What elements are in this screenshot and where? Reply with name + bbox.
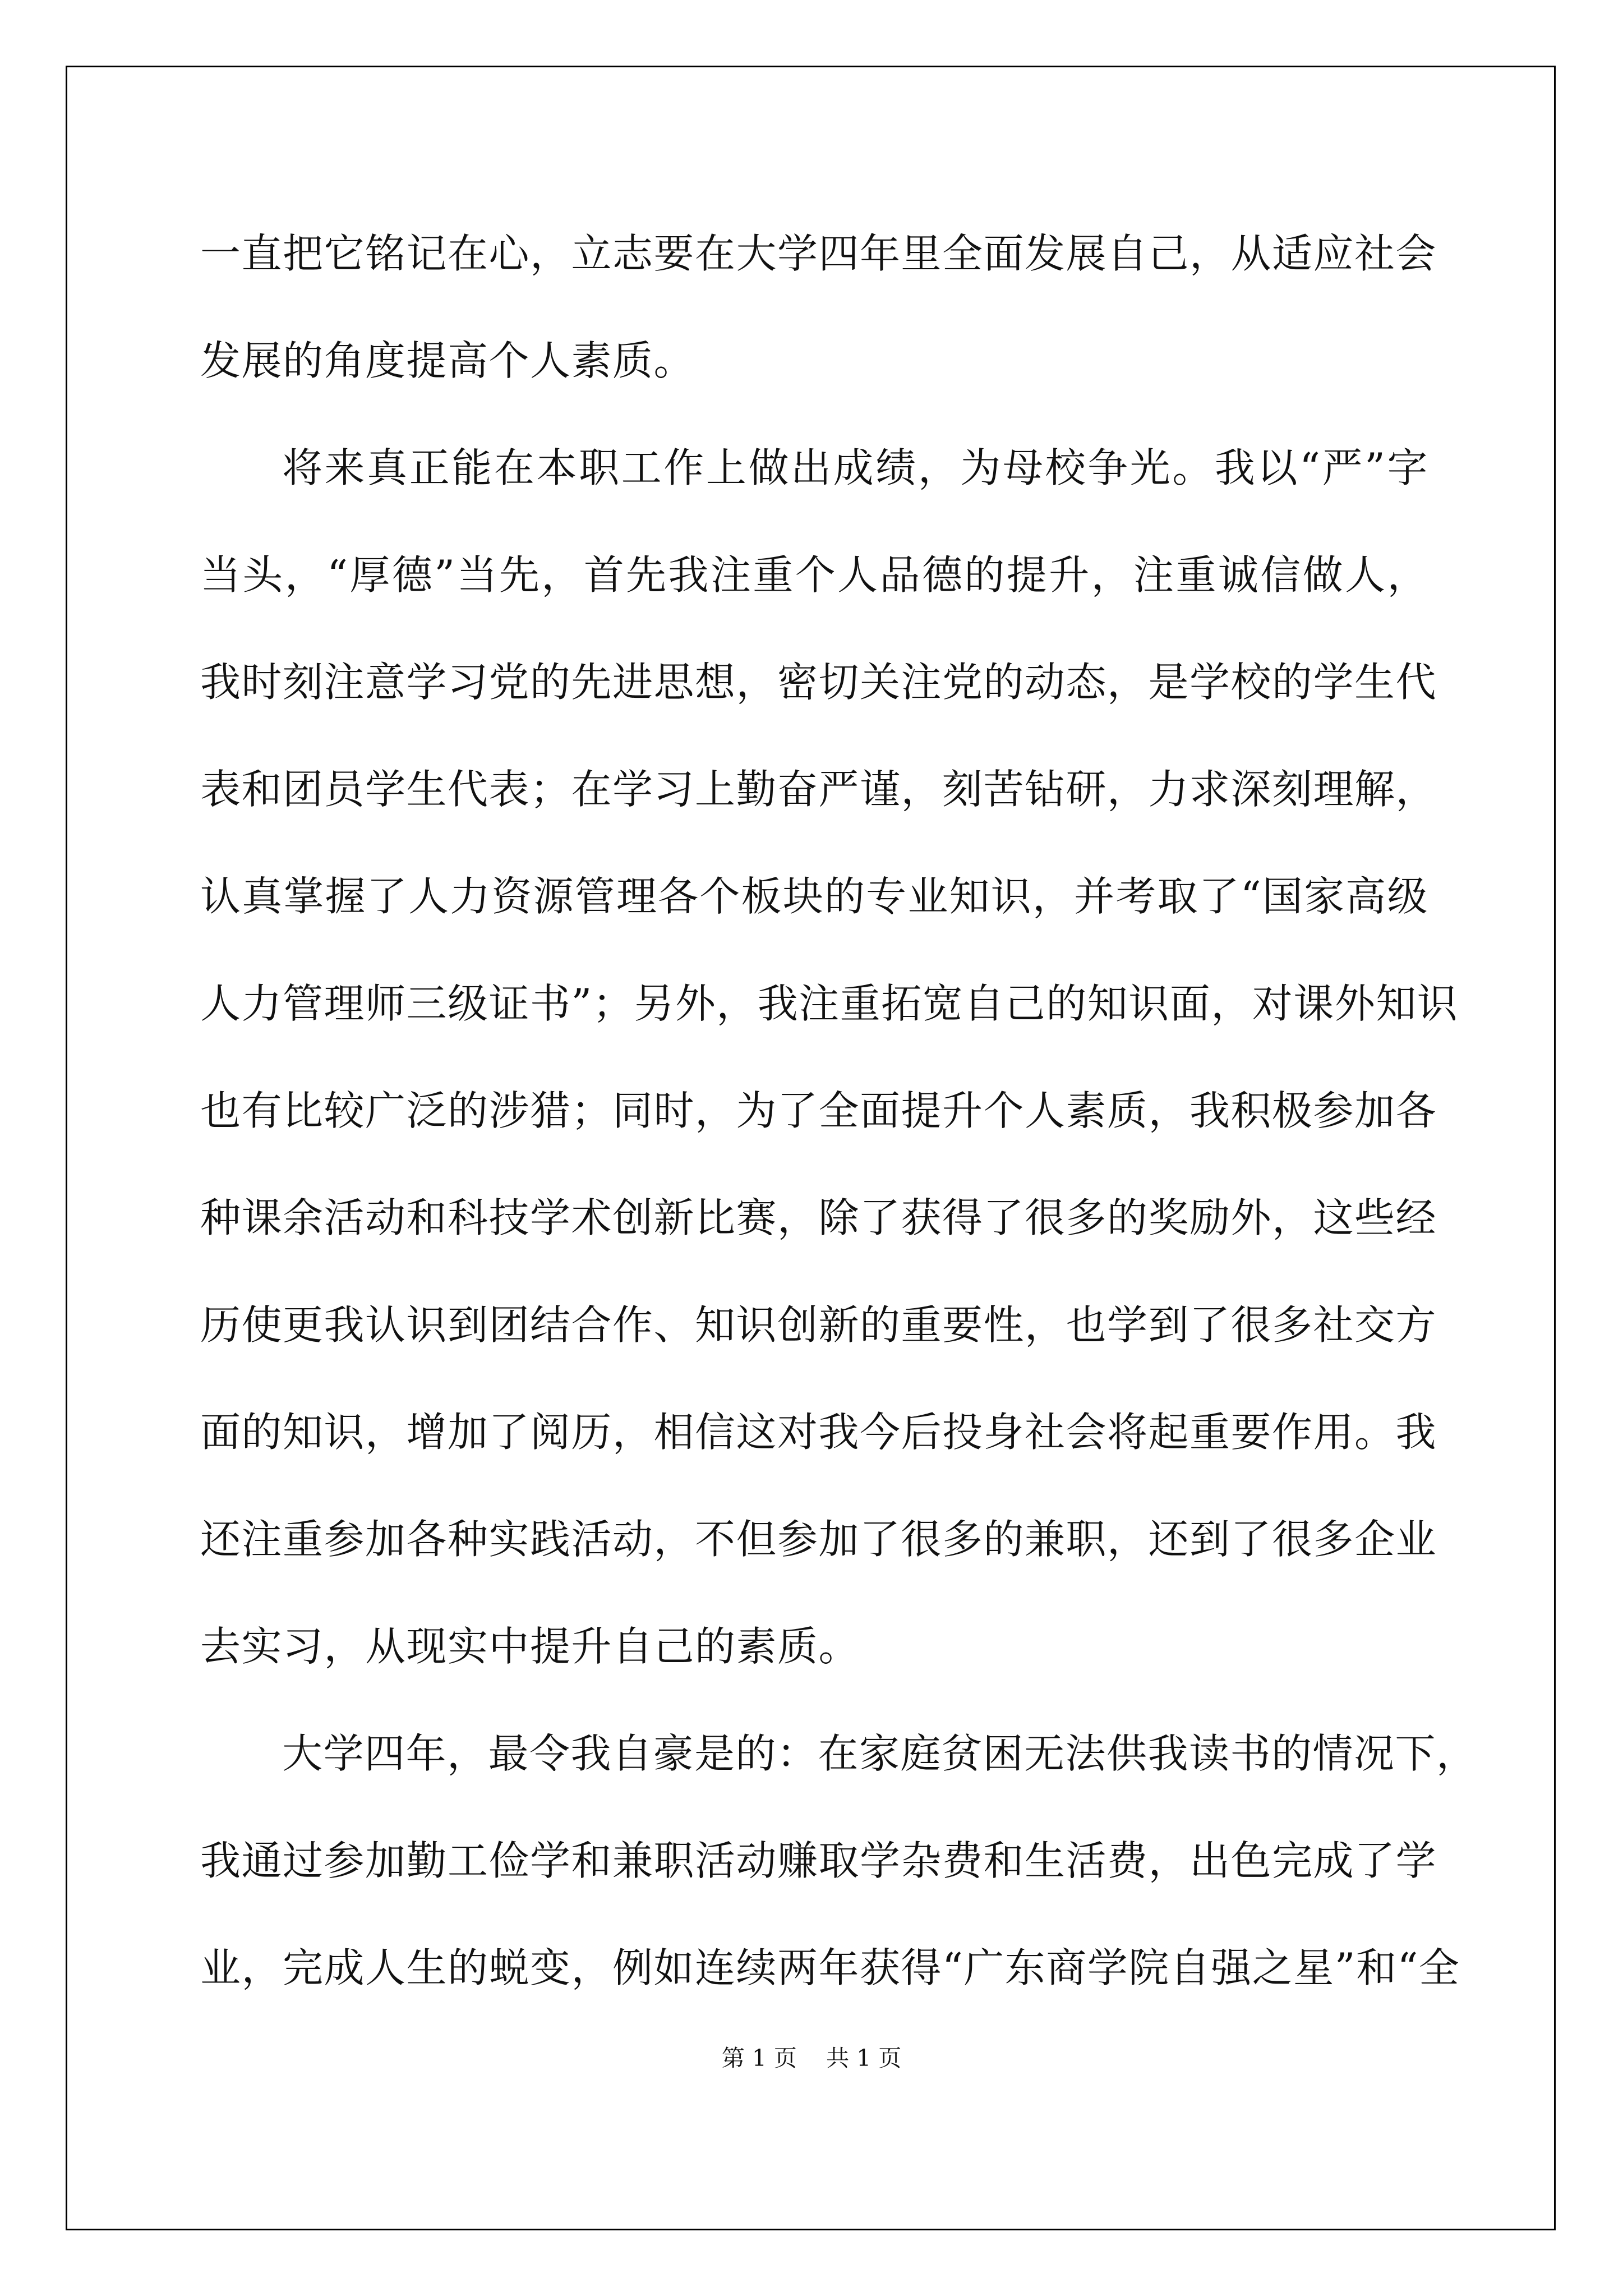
- text-line-2: 发展的角度提高个人素质。: [200, 337, 695, 384]
- text-line-14: 去实习，从现实中提升自己的素质。: [200, 1623, 860, 1670]
- text-line-12: 面的知识，增加了阅历，相信这对我今后投身社会将起重要作用。我: [200, 1409, 1437, 1456]
- text-line-11: 历使更我认识到团结合作、知识创新的重要性，也学到了很多社交方: [200, 1301, 1437, 1349]
- page-number-footer: 第 1 页 共 1 页: [721, 2045, 902, 2072]
- document-body: [200, 200, 1478, 2022]
- text-line-15: 大学四年，最令我自豪是的：在家庭贫困无法供我读书的情况下，: [282, 1730, 1478, 1777]
- text-line-7: 认真掌握了人力资源管理各个板块的专业知识，并考取了“国家高级: [200, 873, 1428, 920]
- text-line-5: 我时刻注意学习党的先进思想，密切关注党的动态，是学校的学生代: [200, 659, 1437, 706]
- text-line-6: 表和团员学生代表；在学习上勤奋严谨，刻苦钻研，力求深刻理解，: [200, 766, 1437, 813]
- text-line-16: 我通过参加勤工俭学和兼职活动赚取学杂费和生活费，出色完成了学: [200, 1837, 1437, 1884]
- text-line-13: 还注重参加各种实践活动，不但参加了很多的兼职，还到了很多企业: [200, 1516, 1437, 1563]
- text-line-8: 人力管理师三级证书”；另外，我注重拓宽自己的知识面，对课外知识: [200, 980, 1459, 1027]
- text-line-1: 一直把它铭记在心，立志要在大学四年里全面发展自己，从适应社会: [200, 230, 1437, 277]
- text-line-17: 业，完成人生的蜕变，例如连续两年获得“广东商学院自强之星”和“全: [200, 1944, 1460, 1991]
- text-line-4: 当头，“厚德”当先，首先我注重个人品德的提升，注重诚信做人，: [200, 551, 1428, 599]
- text-line-10: 种课余活动和科技学术创新比赛，除了获得了很多的奖励外，这些经: [200, 1194, 1437, 1241]
- text-line-9: 也有比较广泛的涉猎；同时，为了全面提升个人素质，我积极参加各: [200, 1087, 1437, 1134]
- text-line-3: 将来真正能在本职工作上做出成绩，为母校争光。我以“严”字: [282, 444, 1428, 491]
